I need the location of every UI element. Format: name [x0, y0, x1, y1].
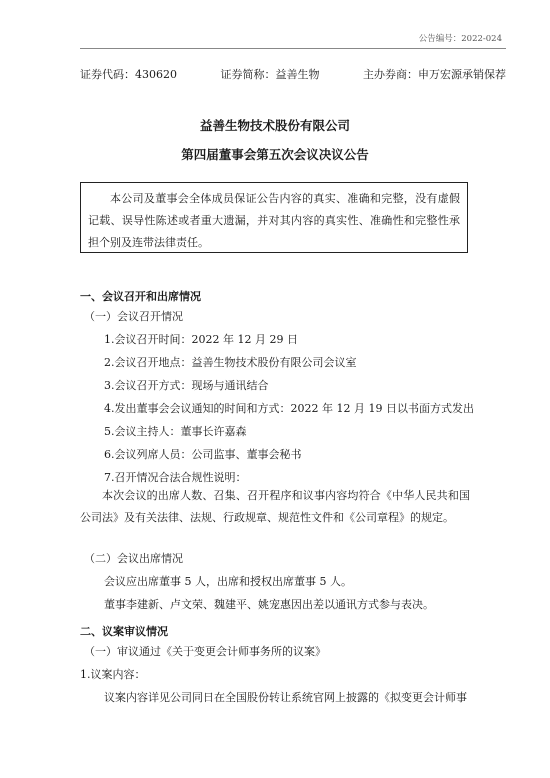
compliance-statement: 本次会议的出席人数、召集、召开程序和议事内容均符合《中华人民共和国公司法》及有关法律、法规、行政规章、规范性文件和《公司章程》的规定。 [80, 489, 470, 524]
section1-sub1: （一）会议召开情况 [84, 310, 183, 323]
header-divider [80, 48, 506, 49]
security-abbreviation: 证券简称：益善生物 [220, 68, 320, 81]
meeting-item-4: 4.发出董事会会议通知的时间和方式：2022 年 12 月 19 日以书面方式发出 [104, 402, 474, 415]
responsibility-notice: 本公司及董事会全体成员保证公告内容的真实、准确和完整，没有虚假记载、误导性陈述或者重大遗漏，并对其内容的真实性、准确性和完整性承担个别及连带法律责任。 [80, 182, 468, 253]
meeting-item-6: 6.会议列席人员：公司监事、董事会秘书 [104, 448, 302, 461]
meeting-item-2: 2.会议召开地点：益善生物技术股份有限公司会议室 [104, 356, 357, 369]
announcement-title: 第四届董事会第五次会议决议公告 [181, 147, 369, 162]
section2-sub1: （一）审议通过《关于变更会计师事务所的议案》 [84, 645, 326, 658]
remote-attendance-statement: 董事李建新、卢文荣、魏建平、姚宠惠因出差以通讯方式参与表决。 [104, 598, 434, 611]
sponsor-broker: 主办券商：申万宏源承销保荐 [363, 68, 506, 81]
security-info-line [80, 66, 506, 82]
section2-heading: 二、议案审议情况 [80, 625, 168, 638]
announcement-number: 公告编号：2022-024 [418, 34, 502, 44]
proposal-content: 议案内容详见公司同日在全国股份转让系统官网上披露的《拟变更会计师事 [104, 691, 467, 704]
section1-sub2: （二）会议出席情况 [84, 552, 183, 565]
section1-heading: 一、会议召开和出席情况 [80, 290, 201, 303]
company-title: 益善生物技术股份有限公司 [199, 118, 350, 133]
security-code: 证券代码：430620 [80, 68, 177, 81]
proposal-item-1: 1.议案内容： [80, 668, 146, 681]
meeting-item-7: 7.召开情况合法合规性说明： [104, 471, 247, 484]
attendance-statement: 会议应出席董事 5 人，出席和授权出席董事 5 人。 [104, 575, 352, 588]
meeting-item-3: 3.会议召开方式：现场与通讯结合 [104, 379, 269, 392]
meeting-item-5: 5.会议主持人：董事长许嘉森 [104, 425, 247, 438]
meeting-item-1: 1.会议召开时间：2022 年 12 月 29 日 [104, 333, 298, 346]
